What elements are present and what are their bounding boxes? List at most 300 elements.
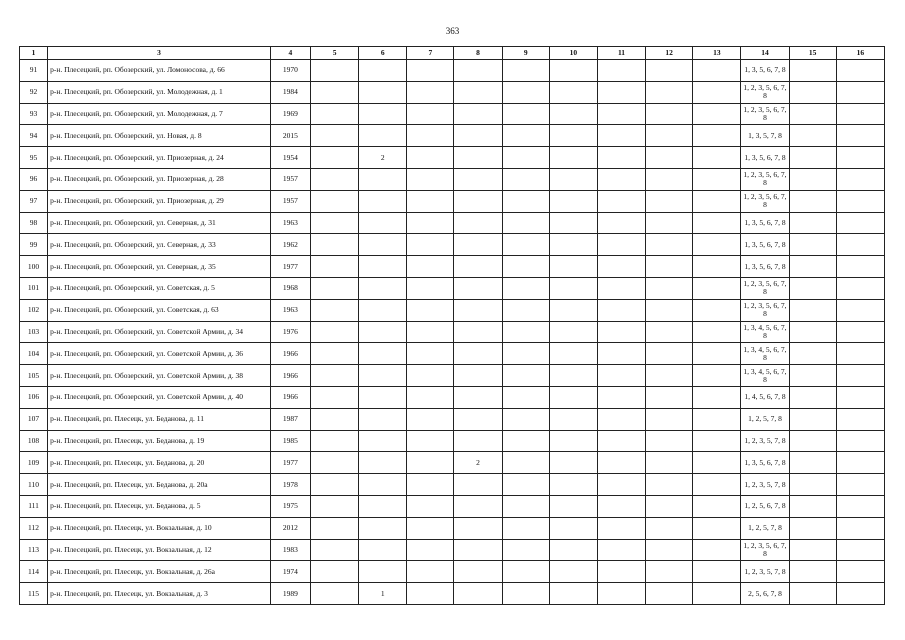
table-row (20, 561, 885, 583)
col-16-cell (836, 452, 884, 474)
address-cell: р-н. Плесецкий, рп. Обозерский, ул. Советской Армии, д. 40 (48, 386, 271, 408)
col-7-cell (407, 81, 454, 103)
col-10-cell (549, 561, 597, 583)
col-7-cell (407, 190, 454, 212)
col-13-cell (693, 81, 741, 103)
col-15-cell (789, 190, 836, 212)
col-5-cell (310, 343, 358, 365)
col-15-cell (789, 539, 836, 561)
col-6-cell (359, 81, 407, 103)
address-cell: р-н. Плесецкий, рп. Плесецк, ул. Беданова, д. 20 (48, 452, 271, 474)
col-9-cell (502, 517, 549, 539)
col-8-cell (454, 212, 502, 234)
col-10-cell (549, 147, 597, 169)
col-12-cell (646, 81, 693, 103)
year-cell: 1968 (270, 277, 310, 299)
address-cell: р-н. Плесецкий, рп. Обозерский, ул. Молодежная, д. 1 (48, 81, 271, 103)
col-9-cell (502, 452, 549, 474)
col-5-cell (310, 561, 358, 583)
col-8-cell (454, 539, 502, 561)
col-10-cell (549, 452, 597, 474)
address-cell: р-н. Плесецкий, рп. Плесецк, ул. Вокзальная, д. 10 (48, 517, 271, 539)
col-15-cell (789, 81, 836, 103)
address-cell: р-н. Плесецкий, рп. Плесецк, ул. Беданова, д. 11 (48, 408, 271, 430)
col-9-cell (502, 256, 549, 278)
row-number-cell: 95 (20, 147, 48, 169)
col-9-cell (502, 408, 549, 430)
col-9-cell (502, 190, 549, 212)
col-12-cell (646, 299, 693, 321)
col-5-cell (310, 474, 358, 496)
column-header-7: 7 (407, 47, 454, 60)
col-14-cell: 1, 3, 5, 6, 7, 8 (741, 60, 789, 82)
col-15-cell (789, 452, 836, 474)
row-number-cell: 112 (20, 517, 48, 539)
col-13-cell (693, 321, 741, 343)
table-row (20, 125, 885, 147)
col-15-cell (789, 147, 836, 169)
col-7-cell (407, 343, 454, 365)
col-16-cell (836, 190, 884, 212)
page-number: 363 (445, 26, 460, 36)
col-16-cell (836, 517, 884, 539)
col-13-cell (693, 583, 741, 605)
table-row (20, 277, 885, 299)
table-row (20, 474, 885, 496)
header-row (20, 47, 885, 60)
col-16-cell (836, 408, 884, 430)
col-10-cell (549, 103, 597, 125)
col-6-cell (359, 299, 407, 321)
col-10-cell (549, 234, 597, 256)
col-14-cell: 1, 3, 5, 7, 8 (741, 125, 789, 147)
col-9-cell (502, 583, 549, 605)
col-14-cell: 2, 5, 6, 7, 8 (741, 583, 789, 605)
col-13-cell (693, 365, 741, 387)
col-5-cell (310, 539, 358, 561)
address-cell: р-н. Плесецкий, рп. Плесецк, ул. Вокзальная, д. 12 (48, 539, 271, 561)
col-5-cell (310, 212, 358, 234)
row-number-cell: 91 (20, 60, 48, 82)
col-16-cell (836, 474, 884, 496)
col-11-cell (597, 408, 645, 430)
table-row (20, 81, 885, 103)
year-cell: 1975 (270, 495, 310, 517)
col-7-cell (407, 147, 454, 169)
col-5-cell (310, 430, 358, 452)
col-11-cell (597, 256, 645, 278)
col-16-cell (836, 495, 884, 517)
col-9-cell (502, 495, 549, 517)
col-11-cell (597, 103, 645, 125)
col-8-cell (454, 256, 502, 278)
col-14-cell: 1, 3, 5, 6, 7, 8 (741, 256, 789, 278)
address-cell: р-н. Плесецкий, рп. Обозерский, ул. Советской Армии, д. 36 (48, 343, 271, 365)
col-5-cell (310, 583, 358, 605)
col-7-cell (407, 408, 454, 430)
col-11-cell (597, 539, 645, 561)
col-14-cell: 1, 2, 3, 5, 6, 7, 8 (741, 81, 789, 103)
col-16-cell (836, 60, 884, 82)
col-8-cell: 2 (454, 452, 502, 474)
year-cell: 1983 (270, 539, 310, 561)
col-5-cell (310, 234, 358, 256)
col-15-cell (789, 103, 836, 125)
col-16-cell (836, 256, 884, 278)
col-14-cell: 1, 3, 5, 6, 7, 8 (741, 212, 789, 234)
row-number-cell: 103 (20, 321, 48, 343)
col-16-cell (836, 147, 884, 169)
address-cell: р-н. Плесецкий, рп. Обозерский, ул. Советской Армии, д. 34 (48, 321, 271, 343)
year-cell: 1974 (270, 561, 310, 583)
address-cell: р-н. Плесецкий, рп. Обозерский, ул. Северная, д. 35 (48, 256, 271, 278)
col-10-cell (549, 365, 597, 387)
address-cell: р-н. Плесецкий, рп. Плесецк, ул. Беданова, д. 19 (48, 430, 271, 452)
col-8-cell (454, 81, 502, 103)
col-15-cell (789, 125, 836, 147)
column-header-16: 16 (836, 47, 884, 60)
col-15-cell (789, 343, 836, 365)
col-5-cell (310, 321, 358, 343)
col-9-cell (502, 147, 549, 169)
col-5-cell (310, 277, 358, 299)
col-12-cell (646, 321, 693, 343)
col-14-cell: 1, 2, 5, 7, 8 (741, 517, 789, 539)
table-row (20, 299, 885, 321)
col-8-cell (454, 386, 502, 408)
col-9-cell (502, 234, 549, 256)
col-6-cell (359, 60, 407, 82)
col-8-cell (454, 321, 502, 343)
col-16-cell (836, 365, 884, 387)
table-row (20, 517, 885, 539)
row-number-cell: 104 (20, 343, 48, 365)
col-12-cell (646, 583, 693, 605)
col-10-cell (549, 190, 597, 212)
col-7-cell (407, 517, 454, 539)
address-cell: р-н. Плесецкий, рп. Плесецк, ул. Беданова, д. 20а (48, 474, 271, 496)
address-cell: р-н. Плесецкий, рп. Обозерский, ул. Советской Армии, д. 38 (48, 365, 271, 387)
row-number-cell: 96 (20, 168, 48, 190)
table-row (20, 430, 885, 452)
col-9-cell (502, 103, 549, 125)
col-14-cell: 1, 2, 3, 5, 6, 7, 8 (741, 168, 789, 190)
table-row (20, 168, 885, 190)
address-cell: р-н. Плесецкий, рп. Обозерский, ул. Советская, д. 63 (48, 299, 271, 321)
col-11-cell (597, 125, 645, 147)
col-14-cell: 1, 2, 3, 5, 7, 8 (741, 561, 789, 583)
col-11-cell (597, 386, 645, 408)
col-8-cell (454, 147, 502, 169)
col-14-cell: 1, 3, 5, 6, 7, 8 (741, 452, 789, 474)
row-number-cell: 109 (20, 452, 48, 474)
col-13-cell (693, 190, 741, 212)
col-10-cell (549, 60, 597, 82)
table-row (20, 147, 885, 169)
col-11-cell (597, 234, 645, 256)
table-row (20, 539, 885, 561)
year-cell: 1970 (270, 60, 310, 82)
col-9-cell (502, 168, 549, 190)
col-11-cell (597, 452, 645, 474)
col-12-cell (646, 277, 693, 299)
col-11-cell (597, 212, 645, 234)
col-5-cell (310, 103, 358, 125)
col-6-cell (359, 365, 407, 387)
col-8-cell (454, 474, 502, 496)
col-16-cell (836, 561, 884, 583)
row-number-cell: 108 (20, 430, 48, 452)
col-5-cell (310, 168, 358, 190)
col-16-cell (836, 277, 884, 299)
col-13-cell (693, 539, 741, 561)
col-6-cell (359, 277, 407, 299)
col-7-cell (407, 256, 454, 278)
col-8-cell (454, 60, 502, 82)
row-number-cell: 110 (20, 474, 48, 496)
year-cell: 1963 (270, 299, 310, 321)
col-10-cell (549, 430, 597, 452)
col-15-cell (789, 561, 836, 583)
col-5-cell (310, 495, 358, 517)
table-row (20, 60, 885, 82)
col-13-cell (693, 234, 741, 256)
col-7-cell (407, 452, 454, 474)
col-10-cell (549, 386, 597, 408)
col-7-cell (407, 234, 454, 256)
col-15-cell (789, 234, 836, 256)
row-number-cell: 111 (20, 495, 48, 517)
col-6-cell (359, 539, 407, 561)
year-cell: 1966 (270, 386, 310, 408)
column-header-4: 4 (270, 47, 310, 60)
col-15-cell (789, 517, 836, 539)
col-14-cell: 1, 2, 5, 7, 8 (741, 408, 789, 430)
col-8-cell (454, 168, 502, 190)
col-11-cell (597, 561, 645, 583)
col-7-cell (407, 168, 454, 190)
table-row (20, 495, 885, 517)
year-cell: 2015 (270, 125, 310, 147)
col-9-cell (502, 386, 549, 408)
col-9-cell (502, 430, 549, 452)
col-12-cell (646, 103, 693, 125)
row-number-cell: 92 (20, 81, 48, 103)
table-row (20, 256, 885, 278)
row-number-cell: 93 (20, 103, 48, 125)
col-14-cell: 1, 2, 3, 5, 7, 8 (741, 430, 789, 452)
col-6-cell (359, 386, 407, 408)
col-15-cell (789, 256, 836, 278)
col-11-cell (597, 277, 645, 299)
col-10-cell (549, 168, 597, 190)
col-14-cell: 1, 3, 5, 6, 7, 8 (741, 234, 789, 256)
col-8-cell (454, 125, 502, 147)
col-16-cell (836, 103, 884, 125)
col-9-cell (502, 474, 549, 496)
col-7-cell (407, 212, 454, 234)
column-header-15: 15 (789, 47, 836, 60)
col-16-cell (836, 81, 884, 103)
col-6-cell (359, 234, 407, 256)
col-9-cell (502, 81, 549, 103)
col-12-cell (646, 343, 693, 365)
col-9-cell (502, 212, 549, 234)
col-8-cell (454, 495, 502, 517)
col-13-cell (693, 343, 741, 365)
col-7-cell (407, 539, 454, 561)
col-7-cell (407, 430, 454, 452)
address-cell: р-н. Плесецкий, рп. Обозерский, ул. Новая, д. 8 (48, 125, 271, 147)
address-cell: р-н. Плесецкий, рп. Обозерский, ул. Северная, д. 31 (48, 212, 271, 234)
year-cell: 1954 (270, 147, 310, 169)
column-header-6: 6 (359, 47, 407, 60)
col-16-cell (836, 212, 884, 234)
col-5-cell (310, 365, 358, 387)
col-6-cell (359, 256, 407, 278)
col-11-cell (597, 81, 645, 103)
table-row (20, 103, 885, 125)
housing-table (19, 46, 885, 605)
row-number-cell: 94 (20, 125, 48, 147)
col-5-cell (310, 125, 358, 147)
row-number-cell: 97 (20, 190, 48, 212)
year-cell: 1978 (270, 474, 310, 496)
col-10-cell (549, 125, 597, 147)
col-6-cell (359, 517, 407, 539)
col-8-cell (454, 583, 502, 605)
col-12-cell (646, 430, 693, 452)
row-number-cell: 106 (20, 386, 48, 408)
col-13-cell (693, 561, 741, 583)
column-header-1: 1 (20, 47, 48, 60)
col-10-cell (549, 343, 597, 365)
col-11-cell (597, 365, 645, 387)
column-header-8: 8 (454, 47, 502, 60)
row-number-cell: 102 (20, 299, 48, 321)
col-7-cell (407, 474, 454, 496)
row-number-cell: 115 (20, 583, 48, 605)
table-row (20, 190, 885, 212)
row-number-cell: 101 (20, 277, 48, 299)
col-11-cell (597, 517, 645, 539)
address-cell: р-н. Плесецкий, рп. Обозерский, ул. Приозерная, д. 24 (48, 147, 271, 169)
col-6-cell (359, 321, 407, 343)
col-7-cell (407, 299, 454, 321)
col-8-cell (454, 430, 502, 452)
col-13-cell (693, 147, 741, 169)
col-10-cell (549, 277, 597, 299)
col-11-cell (597, 60, 645, 82)
col-13-cell (693, 517, 741, 539)
col-12-cell (646, 517, 693, 539)
col-13-cell (693, 168, 741, 190)
col-13-cell (693, 474, 741, 496)
col-6-cell (359, 343, 407, 365)
col-12-cell (646, 190, 693, 212)
col-5-cell (310, 452, 358, 474)
col-10-cell (549, 474, 597, 496)
col-5-cell (310, 408, 358, 430)
address-cell: р-н. Плесецкий, рп. Плесецк, ул. Беданова, д. 5 (48, 495, 271, 517)
col-10-cell (549, 408, 597, 430)
col-5-cell (310, 190, 358, 212)
col-13-cell (693, 386, 741, 408)
col-7-cell (407, 103, 454, 125)
col-7-cell (407, 386, 454, 408)
table-row (20, 234, 885, 256)
col-12-cell (646, 60, 693, 82)
col-12-cell (646, 561, 693, 583)
col-15-cell (789, 430, 836, 452)
col-5-cell (310, 299, 358, 321)
col-9-cell (502, 299, 549, 321)
col-9-cell (502, 125, 549, 147)
col-16-cell (836, 168, 884, 190)
col-12-cell (646, 386, 693, 408)
col-11-cell (597, 474, 645, 496)
address-cell: р-н. Плесецкий, рп. Обозерский, ул. Ломоносова, д. 66 (48, 60, 271, 82)
col-16-cell (836, 321, 884, 343)
col-13-cell (693, 103, 741, 125)
col-6-cell (359, 190, 407, 212)
col-14-cell: 1, 2, 5, 6, 7, 8 (741, 495, 789, 517)
col-13-cell (693, 212, 741, 234)
col-16-cell (836, 539, 884, 561)
col-10-cell (549, 256, 597, 278)
col-12-cell (646, 365, 693, 387)
col-13-cell (693, 125, 741, 147)
col-10-cell (549, 539, 597, 561)
col-16-cell (836, 430, 884, 452)
col-7-cell (407, 321, 454, 343)
year-cell: 1963 (270, 212, 310, 234)
col-12-cell (646, 125, 693, 147)
col-7-cell (407, 277, 454, 299)
col-12-cell (646, 408, 693, 430)
col-9-cell (502, 343, 549, 365)
col-8-cell (454, 190, 502, 212)
col-15-cell (789, 60, 836, 82)
col-12-cell (646, 452, 693, 474)
column-header-3: 3 (48, 47, 271, 60)
year-cell: 1966 (270, 365, 310, 387)
row-number-cell: 107 (20, 408, 48, 430)
col-7-cell (407, 60, 454, 82)
col-13-cell (693, 256, 741, 278)
col-12-cell (646, 147, 693, 169)
col-15-cell (789, 583, 836, 605)
col-10-cell (549, 212, 597, 234)
col-9-cell (502, 539, 549, 561)
col-12-cell (646, 495, 693, 517)
col-10-cell (549, 81, 597, 103)
col-6-cell (359, 408, 407, 430)
col-10-cell (549, 321, 597, 343)
col-7-cell (407, 125, 454, 147)
address-cell: р-н. Плесецкий, рп. Плесецк, ул. Вокзальная, д. 3 (48, 583, 271, 605)
col-12-cell (646, 212, 693, 234)
table-row (20, 321, 885, 343)
col-6-cell (359, 474, 407, 496)
col-9-cell (502, 321, 549, 343)
year-cell: 2012 (270, 517, 310, 539)
col-7-cell (407, 561, 454, 583)
col-16-cell (836, 299, 884, 321)
col-11-cell (597, 430, 645, 452)
col-13-cell (693, 452, 741, 474)
col-13-cell (693, 408, 741, 430)
